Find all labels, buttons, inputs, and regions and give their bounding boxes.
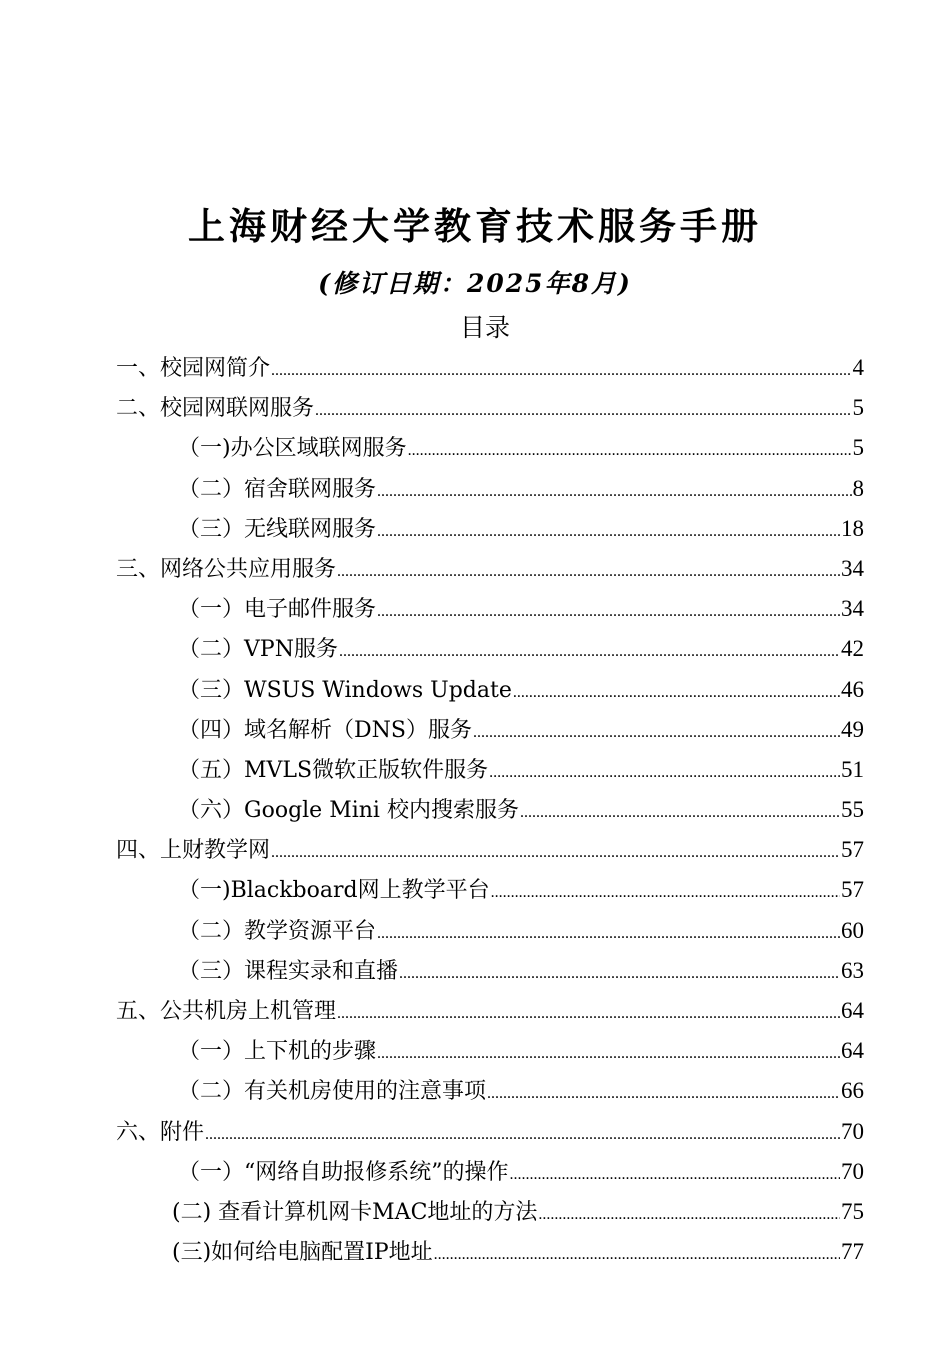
- toc-entry-page-number: 4: [852, 355, 864, 380]
- toc-entry-label: 四、上财教学网: [116, 838, 271, 864]
- toc-entry-page-number: 57: [841, 837, 864, 863]
- toc-entry-label: 一、校园网简介: [116, 356, 271, 381]
- toc-entry-label: 三、网络公共应用服务: [116, 556, 337, 582]
- toc-leader-dots: [510, 1155, 841, 1195]
- toc-entry[interactable]: [116, 911, 864, 951]
- toc-leader-dots: [337, 994, 840, 1034]
- toc-entry-label: （一）上下机的步骤: [178, 1039, 377, 1065]
- toc-leader-dots: [271, 833, 840, 873]
- toc-entry-page-number: 64: [841, 998, 864, 1023]
- toc-entry-page-number: 42: [841, 636, 864, 662]
- toc-heading: 目录: [459, 313, 510, 342]
- toc-entry[interactable]: [116, 1112, 864, 1152]
- toc-entry-label: 二、校园网联网服务: [116, 396, 315, 422]
- toc-entry-page-number: 63: [841, 957, 864, 983]
- toc-entry-label: （二）宿舍联网服务: [178, 476, 377, 502]
- toc-entry-label: （一）电子邮件服务: [178, 597, 377, 623]
- table-of-contents: [116, 348, 864, 1272]
- toc-entry-label: （一)办公区域联网服务: [178, 436, 407, 462]
- toc-entry-page-number: 70: [841, 1118, 864, 1144]
- toc-entry-page-number: 64: [841, 1038, 864, 1064]
- toc-entry-label: （三）WSUS Windows Update: [178, 677, 512, 703]
- toc-entry-label: （二）VPN服务: [178, 637, 338, 663]
- toc-entry-page-number: 60: [841, 917, 864, 943]
- toc-leader-dots: [399, 954, 840, 994]
- toc-leader-dots: [489, 753, 840, 793]
- toc-entry[interactable]: [116, 951, 864, 991]
- toc-leader-dots: [408, 431, 852, 471]
- toc-entry-label: （一)Blackboard网上教学平台: [178, 878, 490, 904]
- toc-entry-page-number: 5: [852, 395, 864, 421]
- toc-entry-label: （一）“网络自助报修系统”的操作: [178, 1159, 509, 1185]
- toc-entry-page-number: 34: [841, 555, 864, 581]
- toc-entry-label: （二）有关机房使用的注意事项: [178, 1079, 487, 1105]
- toc-entry[interactable]: [116, 348, 864, 388]
- toc-leader-dots: [205, 1115, 840, 1155]
- toc-entry-page-number: 75: [841, 1198, 864, 1224]
- toc-entry-page-number: 5: [852, 435, 864, 461]
- toc-entry-label: 六、附件: [116, 1119, 205, 1145]
- toc-entry[interactable]: [116, 1152, 864, 1192]
- toc-entry-label: （六）Google Mini 校内搜索服务: [178, 798, 519, 824]
- toc-leader-dots: [520, 793, 840, 833]
- toc-entry-page-number: 57: [841, 877, 864, 903]
- document-subtitle: (修订日期：2025年8月): [318, 269, 632, 298]
- document-title: 上海财经大学教育技术服务手册: [188, 204, 762, 248]
- toc-entry[interactable]: [116, 790, 864, 830]
- toc-entry[interactable]: [116, 710, 864, 750]
- toc-leader-dots: [377, 1034, 840, 1074]
- toc-leader-dots: [538, 1195, 840, 1235]
- toc-leader-dots: [377, 914, 840, 954]
- toc-leader-dots: [434, 1235, 840, 1275]
- toc-entry[interactable]: [116, 670, 864, 710]
- toc-leader-dots: [339, 632, 840, 672]
- toc-entry-page-number: 55: [841, 797, 864, 823]
- toc-leader-dots: [513, 673, 840, 713]
- toc-entry[interactable]: [116, 1192, 864, 1232]
- toc-leader-dots: [377, 472, 851, 512]
- toc-entry[interactable]: [116, 870, 864, 910]
- toc-leader-dots: [377, 512, 840, 552]
- toc-leader-dots: [315, 391, 851, 431]
- toc-entry-label: （三）无线联网服务: [178, 516, 377, 542]
- toc-entry[interactable]: [116, 1031, 864, 1071]
- toc-entry[interactable]: [116, 991, 864, 1031]
- toc-entry-label: 五、公共机房上机管理: [116, 999, 337, 1024]
- toc-entry[interactable]: [116, 629, 864, 669]
- toc-leader-dots: [491, 873, 840, 913]
- toc-entry-label: （四）域名解析（DNS）服务: [178, 717, 472, 743]
- toc-entry[interactable]: [116, 589, 864, 629]
- toc-entry-label: (三)如何给电脑配置IP地址: [172, 1240, 433, 1266]
- toc-entry-page-number: 46: [841, 676, 864, 702]
- toc-leader-dots: [377, 592, 840, 632]
- toc-entry-page-number: 70: [841, 1158, 864, 1184]
- toc-leader-dots: [337, 552, 840, 592]
- toc-entry[interactable]: [116, 1071, 864, 1111]
- toc-entry-page-number: 18: [841, 515, 864, 541]
- toc-leader-dots: [271, 351, 851, 391]
- toc-entry-page-number: 49: [841, 716, 864, 742]
- toc-entry[interactable]: [116, 388, 864, 428]
- toc-entry[interactable]: [116, 830, 864, 870]
- toc-entry[interactable]: [116, 428, 864, 468]
- toc-entry[interactable]: [116, 509, 864, 549]
- toc-entry[interactable]: [116, 549, 864, 589]
- toc-entry-page-number: 77: [841, 1239, 864, 1265]
- toc-entry-label: （三）课程实录和直播: [178, 958, 399, 984]
- toc-leader-dots: [487, 1074, 840, 1114]
- toc-entry[interactable]: [116, 469, 864, 509]
- toc-entry-label: （二）教学资源平台: [178, 918, 377, 944]
- toc-entry-page-number: 8: [852, 475, 864, 501]
- toc-entry[interactable]: [116, 1232, 864, 1272]
- toc-leader-dots: [473, 713, 840, 753]
- toc-entry-label: (二) 查看计算机网卡MAC地址的方法: [172, 1199, 538, 1225]
- toc-entry[interactable]: [116, 750, 864, 790]
- toc-entry-page-number: 51: [841, 756, 864, 782]
- toc-entry-page-number: 34: [841, 596, 864, 622]
- toc-entry-label: （五）MVLS微软正版软件服务: [178, 757, 489, 783]
- toc-entry-page-number: 66: [841, 1078, 864, 1104]
